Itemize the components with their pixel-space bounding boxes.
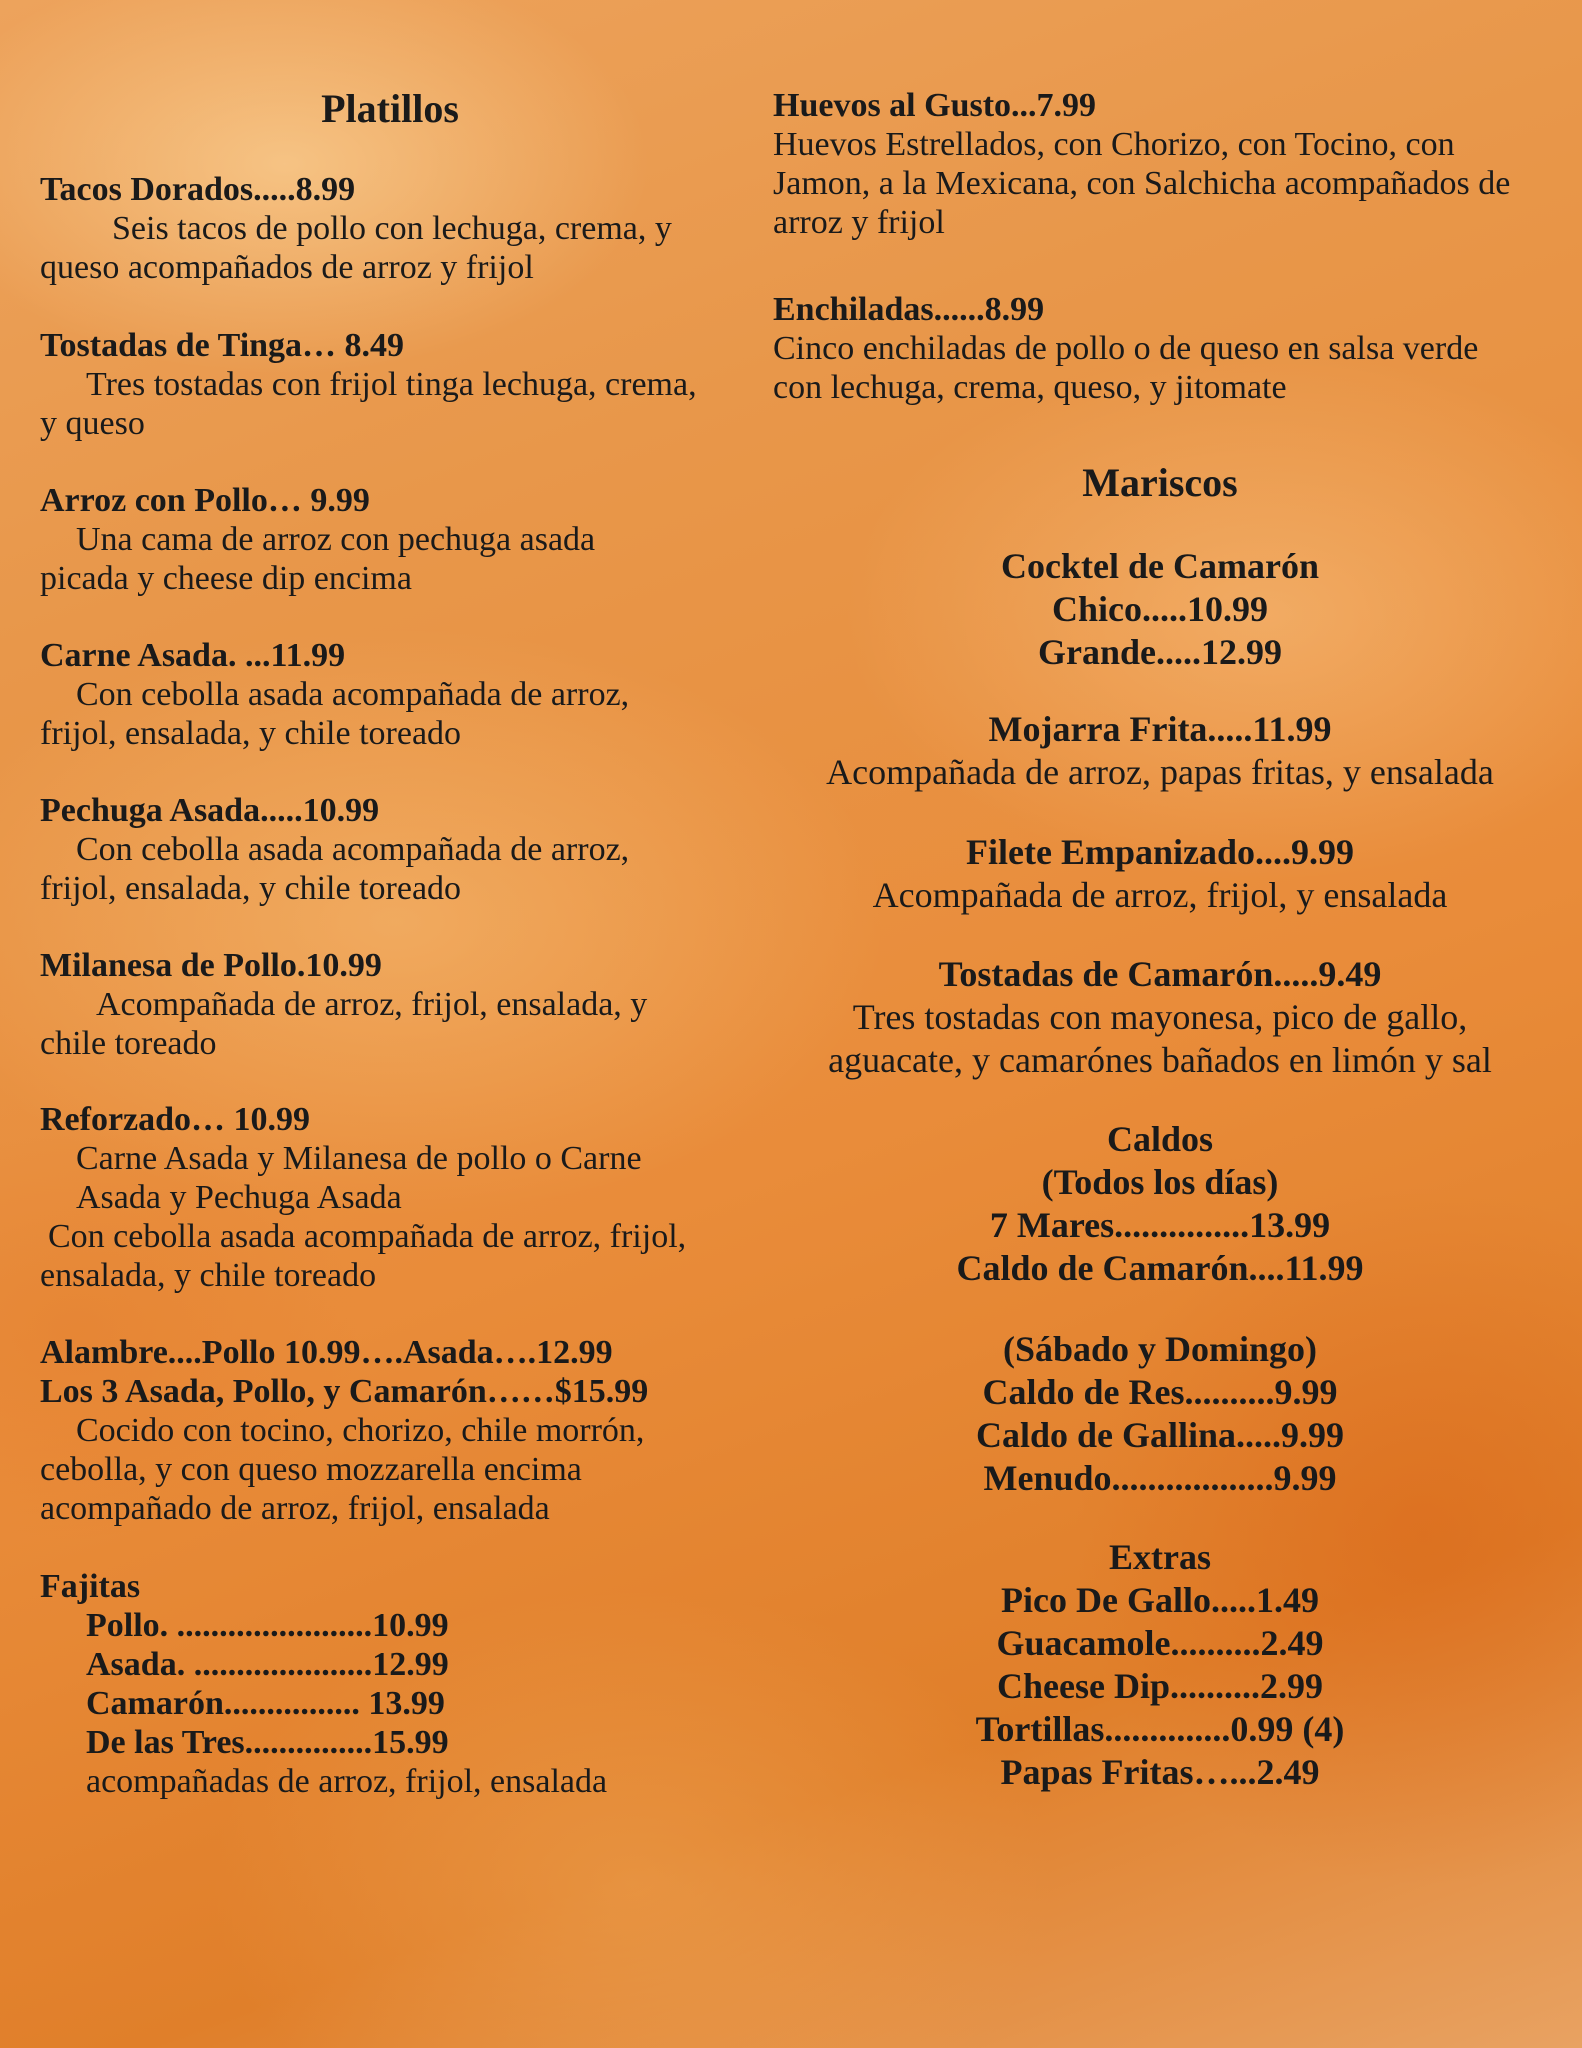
mariscos-title: Mariscos <box>1082 460 1238 505</box>
item-desc: Acompañada de arroz, frijol, y ensalada <box>872 875 1448 915</box>
caldo-item: Caldo de Res..........9.99 <box>982 1372 1338 1412</box>
item-desc: frijol, ensalada, y chile toreado <box>40 870 462 907</box>
item-name: Milanesa de Pollo.10.99 <box>40 947 382 984</box>
menu-item-enchiladas <box>773 290 1560 407</box>
item-name: Reforzado… 10.99 <box>40 1101 311 1138</box>
item-desc: chile toreado <box>40 1025 217 1062</box>
item-name: Filete Empanizado....9.99 <box>966 832 1354 872</box>
item-name: Arroz con Pollo… 9.99 <box>40 482 370 519</box>
item-name: Tacos Dorados.....8.99 <box>40 171 356 208</box>
caldo-item: 7 Mares...............13.99 <box>989 1205 1331 1245</box>
extra-item: Pico De Gallo.....1.49 <box>1001 1580 1319 1620</box>
item-name: Tostadas de Tinga… 8.49 <box>40 327 405 364</box>
extras-title: Extras <box>1109 1537 1211 1577</box>
item-desc: frijol, ensalada, y chile toreado <box>40 715 462 752</box>
item-desc: Con cebolla asada acompañada de arroz, <box>76 831 630 868</box>
item-desc: queso acompañados de arroz y frijol <box>40 249 534 286</box>
item-desc: y queso <box>40 405 145 442</box>
caldo-item: Menudo..................9.99 <box>983 1458 1337 1498</box>
item-desc: Tres tostadas con mayonesa, pico de gallo, <box>852 997 1468 1037</box>
extra-item: Tortillas..............0.99 (4) <box>975 1709 1345 1749</box>
item-name: Fajitas <box>40 1568 141 1605</box>
size-option-chico: Chico.....10.99 <box>1052 589 1268 629</box>
item-name: Tostadas de Camarón.....9.49 <box>938 954 1382 994</box>
menu-item-tostadas-de-tinga <box>40 326 740 443</box>
item-desc: arroz y frijol <box>773 204 945 241</box>
item-desc: Cinco enchiladas de pollo o de queso en salsa verde <box>773 330 1479 367</box>
caldos-section <box>760 1118 1560 1290</box>
menu-item-pechuga-asada <box>40 791 740 908</box>
item-desc: Acompañada de arroz, papas fritas, y ensalada <box>826 752 1494 792</box>
extras-section <box>760 1536 1560 1794</box>
item-desc: Acompañada de arroz, frijol, ensalada, y <box>96 986 648 1023</box>
caldo-item: Caldo de Camarón....11.99 <box>956 1248 1364 1288</box>
menu-item-alambre <box>40 1333 740 1528</box>
fajitas-option: De las Tres...............15.99 <box>86 1724 449 1761</box>
item-desc: con lechuga, crema, queso, y jitomate <box>773 369 1287 406</box>
item-name: Cocktel de Camarón <box>1001 546 1319 586</box>
menu-item-carne-asada <box>40 636 740 753</box>
menu-item-filete-empanizado <box>760 831 1560 917</box>
item-desc: Jamon, a la Mexicana, con Salchicha acompañados de <box>773 165 1511 202</box>
item-desc: acompañadas de arroz, frijol, ensalada <box>86 1763 608 1800</box>
menu-item-milanesa-de-pollo <box>40 946 740 1063</box>
item-name: Pechuga Asada.....10.99 <box>40 792 380 829</box>
item-desc: picada y cheese dip encima <box>40 560 412 597</box>
item-desc: Huevos Estrellados, con Chorizo, con Tocino, con <box>773 126 1455 163</box>
caldo-item: Caldo de Gallina.....9.99 <box>975 1415 1345 1455</box>
caldos-title: Caldos <box>1106 1119 1214 1159</box>
caldos-weekend-section <box>760 1328 1560 1500</box>
item-name: Los 3 Asada, Pollo, y Camarón……$15.99 <box>40 1373 649 1410</box>
extra-item: Papas Fritas…...2.49 <box>1000 1752 1320 1792</box>
item-name: Mojarra Frita.....11.99 <box>988 709 1332 749</box>
fajitas-option: Asada. .....................12.99 <box>86 1646 449 1683</box>
item-name: Enchiladas......8.99 <box>773 291 1045 328</box>
menu-item-fajitas <box>40 1567 740 1801</box>
menu-item-mojarra-frita <box>760 708 1560 794</box>
extra-item: Guacamole..........2.49 <box>996 1623 1324 1663</box>
fajitas-option: Pollo. .......................10.99 <box>86 1607 449 1644</box>
item-desc: Tres tostadas con frijol tinga lechuga, crema, <box>86 366 697 403</box>
item-name: Alambre....Pollo 10.99….Asada….12.99 <box>40 1334 613 1371</box>
item-desc: Cocido con tocino, chorizo, chile morrón, <box>76 1412 645 1449</box>
item-desc: cebolla, y con queso mozzarella encima <box>40 1451 582 1488</box>
menu-item-reforzado <box>40 1100 740 1295</box>
item-desc: acompañado de arroz, frijol, ensalada <box>40 1490 550 1527</box>
menu-item-huevos-al-gusto <box>773 86 1560 242</box>
item-desc: Con cebolla asada acompañada de arroz, frijol, <box>48 1218 687 1255</box>
size-option-grande: Grande.....12.99 <box>1037 632 1282 672</box>
caldos-subtitle-weekend: (Sábado y Domingo) <box>1002 1329 1318 1369</box>
item-desc: Con cebolla asada acompañada de arroz, <box>76 676 630 713</box>
item-desc: aguacate, y camarónes bañados en limón y sal <box>828 1040 1492 1080</box>
menu-item-tostadas-de-camaron <box>760 953 1560 1082</box>
item-name: Carne Asada. ...11.99 <box>40 637 346 674</box>
item-desc: Una cama de arroz con pechuga asada <box>76 521 596 558</box>
item-desc: Carne Asada y Milanesa de pollo o Carne <box>76 1140 642 1177</box>
platillos-title: Platillos <box>321 86 459 131</box>
item-name: Huevos al Gusto...7.99 <box>773 87 1097 124</box>
menu-item-arroz-con-pollo <box>40 481 740 598</box>
item-desc: Seis tacos de pollo con lechuga, crema, y <box>112 210 672 247</box>
menu-item-tacos-dorados <box>40 170 740 287</box>
item-desc: Asada y Pechuga Asada <box>76 1179 402 1216</box>
item-desc: ensalada, y chile toreado <box>40 1257 377 1294</box>
extra-item: Cheese Dip..........2.99 <box>997 1666 1323 1706</box>
menu-item-cocktel-de-camaron <box>760 545 1560 674</box>
caldos-subtitle-daily: (Todos los días) <box>1041 1162 1279 1202</box>
fajitas-option: Camarón................ 13.99 <box>86 1685 445 1722</box>
